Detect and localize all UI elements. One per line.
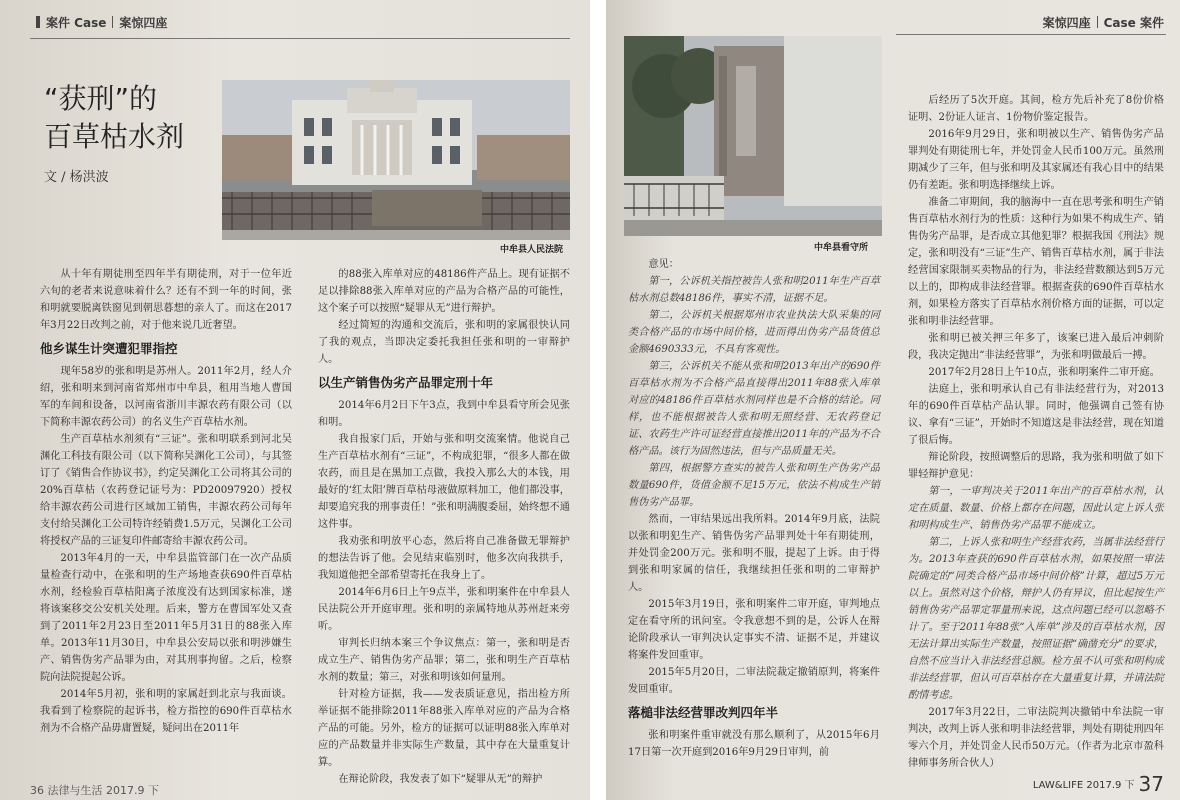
paragraph: 2015年3月19日，张和明案件二审开庭，审判地点定在看守所的讯问室。令我意想不到的是，公诉人在辩论阶段承认一审判决认定事实不清、证据不足，并建议将案件发回重审。 <box>628 599 880 661</box>
paragraph: 2014年5月初，张和明的家属赶到北京与我面谈。我看到了检察院的起诉书，检方指控的690件百草枯水剂为不合格产品毋庸置疑，疑问出在2011年 <box>40 689 292 734</box>
page-footer <box>1033 772 1164 796</box>
detention-center-image <box>624 36 882 236</box>
section-header: 案件 Case 案惊四座 <box>30 14 167 31</box>
paragraph: 现年58岁的张和明是苏州人。2011年2月，经人介绍，张和明来到河南省郑州市中牟县，租用当地人曹国军的车间和设备，以河南省浙川丰源农药有限公司（以下简称丰源农药公司）的名义生产百草枯水剂。 <box>40 366 292 428</box>
paragraph: 2013年4月的一天，中牟县监管部门在一次产品质量检查行动中，在张和明的生产场地查获690件百草枯水剂，经检验百草枯阳离子浓度没有达到国家标准，遂将该案移交公安机关处理。后来，警方在曹国军处又查到了2011年2月23日至2011年5月31日的88张入库单。2013年11月30日，中牟县公安局以张和明涉嫌生产、销售伪劣产品罪为由，对其刑事拘留。之后，检察院向法院提起公诉。 <box>40 553 292 683</box>
paragraph: 2017年2月28日上午10点，张和明案件二审开庭。 <box>928 367 1160 378</box>
page-gutter <box>590 0 606 800</box>
section-heading: 以生产销售伪劣产品罪定刑十年 <box>318 375 494 390</box>
paragraph: 意见： <box>648 259 679 270</box>
paragraph: 2017年3月22日，二审法院判决撤销中牟法院一审判决，改判上诉人张和明非法经营罪，判处有期徒刑四年零六个月，并处罚金人民币50万元。（作者为北京市盈科律师事务所合伙人） <box>908 707 1164 769</box>
page-footer: 36 法律与生活 2017.9 下 <box>30 784 159 797</box>
paragraph: 然而，一审结果远出我所料。2014年9月底，法院以张和明犯生产、销售伪劣产品罪判处十年有期徒刑，并处罚金200万元。张和明不服，提起了上诉。由于得到张和明家属的信任，我继续担任张和明的二审辩护人。 <box>628 514 880 593</box>
argument-paragraph: 第二，上诉人张和明生产经营农药，当属非法经营行为。2013年查获的690件百草枯水剂，如果按照一审法院确定的“同类合格产品市场中间价格”计算，超过5万元以上。虽然对这个价格，辩护人仍有异议，但比起按生产销售伪劣产品罪定罪量刑来说，这点问题已经可以忽略不计了。至于2011年88张“入库单”涉及的百草枯水剂，因无法计算出实际生产数量，按照证据“确凿充分”的要求，自然不应当计入非法经营总额。检方虽不认可张和明构成非法经营罪，但认可百草枯存在大量重复计算，并请法院酌情考虑。 <box>908 537 1164 701</box>
argument-paragraph: 第一，一审判决关于2011年出产的百草枯水剂，认定在质量、数量、价格上都存在问题，因此认定上诉人张和明构成生产、销售伪劣产品罪不能成立。 <box>908 486 1164 531</box>
paragraph: 2016年9月29日，张和明被以生产、销售伪劣产品罪判处有期徒刑七年，并处罚金人民币100万元。虽然刑期减少了三年，但与张和明及其家属还有我心目中的结果仍有差距。张和明选择继续上诉。 <box>908 129 1164 191</box>
court-building-photo <box>222 80 570 240</box>
court-building-image <box>222 80 570 240</box>
paragraph: 张和明案件重审就没有那么顺利了，从2015年6月17日第一次开庭到2016年9月29日审判，前 <box>628 730 880 758</box>
paragraph: 经过简短的沟通和交流后，张和明的家属很快认同了我的观点，当即决定委托我担任张和明的一审辩护人。 <box>318 320 570 365</box>
paragraph: 法庭上，张和明承认自己有非法经营行为，对2013年的690件百草枯产品认罪。同时，他强调自己签有协议、拿有“三证”，开始时不知道这是非法经营，现在知道了很后悔。 <box>908 384 1164 446</box>
byline: 文 / 杨洪波 <box>44 170 109 185</box>
paragraph: 2015年5月20日，二审法院裁定撤销原判，将案件发回重审。 <box>628 667 880 695</box>
section-header: 案惊四座 Case 案件 <box>1042 16 1164 30</box>
paragraph: 2014年6月2日下午3点，我到中牟县看守所会见张和明。 <box>318 400 570 428</box>
argument-paragraph: 第一，公诉机关指控被告人张和明2011年生产百草枯水剂总数48186件，事实不清，证据不足。 <box>628 276 880 304</box>
section-heading: 他乡谋生计突遭犯罪指控 <box>40 341 178 356</box>
header-rule <box>896 34 1166 35</box>
paragraph: 张和明已被关押三年多了，该案已进入最后冲刺阶段，我决定抛出“非法经营罪”，为张和明做最后一搏。 <box>908 333 1164 361</box>
paragraph: 从十年有期徒刑至四年半有期徒刑，对于一位年近六旬的老者来说意味着什么？还有不到一年的时间，张和明就要脱离铁窗见到朝思暮想的亲人了。而这在2017年3月22日改判之前，对于他来说几近奢望。 <box>40 269 292 331</box>
page-number: 37 <box>1138 772 1164 796</box>
paragraph: 的88张入库单对应的48186件产品上。现有证据不足以排除88张入库单对应的产品为合格产品的可能性，这个案子可以按照“疑罪从无”进行辩护。 <box>318 269 570 314</box>
paragraph: 辩论阶段，按照调整后的思路，我为张和明做了如下罪轻辩护意见： <box>908 452 1164 480</box>
right-page <box>606 0 1180 800</box>
header-rule <box>30 38 570 39</box>
paragraph: 后经历了5次开庭。其间，检方先后补充了8份价格证明、2份证人证言、1份物价鉴定报告。 <box>908 95 1164 123</box>
photo-caption: 中牟县人民法院 <box>500 245 564 255</box>
paragraph: 生产百草枯水剂须有“三证”。张和明联系到河北吴渊化工科技有限公司（以下简称吴渊化工公司），与其签订了《销售合作协议书》，约定吴渊化工公司将其公司的20%百草枯（农药登记证号为：PD20097920）授权给丰源农药公司进行区域加工销售，丰源农药公司每年支付给吴渊化工公司特许经销费1.5万元，吴渊化工公司将授权产品的三证复印件邮寄给丰源农药公司。 <box>40 434 292 547</box>
argument-paragraph: 第二，公诉机关根据郑州市农业执法大队采集的同类合格产品的市场中间价格，进而得出伪劣产品货值总金额4690333元，不具有客观性。 <box>628 310 880 355</box>
photo-caption: 中牟县看守所 <box>814 243 869 253</box>
paragraph: 准备二审期间，我的脑海中一直在思考张和明生产销售百草枯水剂行为的性质：这种行为如果不构成生产、销售伪劣产品罪，是否成立其他犯罪？根据我国《刑法》规定，张和明没有“三证”生产、销售百草枯水剂，属于非法经营国家限制买卖物品的行为，非法经营数额达到5万元以上的，即构成非法经营罪。根据查获的690件百草枯水剂，如果检方落实了百草枯水剂价格方面的证据，可以定张和明非法经营罪。 <box>908 197 1164 327</box>
right-column-1 <box>628 256 880 761</box>
header-bar-mark <box>36 16 40 28</box>
magazine-brand: LAW&LIFE 2017.9 下 <box>1032 780 1135 791</box>
paragraph: 审判长归纳本案三个争议焦点：第一，张和明是否成立生产、销售伪劣产品罪；第二，张和明生产百草枯水剂的数量；第三，对张和明该如何量刑。 <box>318 638 570 683</box>
left-column-2 <box>318 266 570 788</box>
argument-paragraph: 第三，公诉机关不能从张和明2013年出产的690件百草枯水剂为不合格产品直接得出2011年88张入库单对应的48186件百草枯水剂同样也是不合格的结论。同样，也不能根据被告人张和明无照经营、无农药登记证、农药生产许可证经营直接推出2011年的产品为不合格产品。该行为固然违法，但与产品质量无关。 <box>628 361 880 457</box>
left-column-1 <box>40 266 292 737</box>
paragraph: 针对检方证据，我——发表质证意见，指出检方所举证据不能排除2011年88张入库单对应的产品为合格产品的可能。另外，检方的证据可以证明88张入库单对应的产品数量并非实际生产数量，其中存在大量重复计算。 <box>318 689 570 768</box>
paragraph: 在辩论阶段，我发表了如下“疑罪从无”的辩护 <box>338 774 543 785</box>
detention-center-photo <box>624 36 882 236</box>
paragraph: 我劝张和明放平心态，然后将自己准备做无罪辩护的想法告诉了他。会见结束临别时，他多次向我拱手，我知道他把全部希望寄托在我身上了。 <box>318 536 570 581</box>
right-column-2 <box>908 92 1164 772</box>
argument-paragraph: 第四，根据警方查实的被告人张和明生产伪劣产品数量690件，货值金额不足15万元，依法不构成生产销售伪劣产品罪。 <box>628 463 880 508</box>
paragraph: 2014年6月6日上午9点半，张和明案件在中牟县人民法院公开开庭审理。张和明的亲属特地从苏州赶来旁听。 <box>318 587 570 632</box>
section-heading: 落槌非法经营罪改判四年半 <box>628 705 779 720</box>
paragraph: 我自报家门后，开始与张和明交流案情。他说自己生产百草枯水剂有“三证”，不构成犯罪，“很多人都在做农药，而且是在黑加工点做，我投入那么大的本钱，用最好的‘红太阳’牌百草枯母液做原料加工，他们都没事，却要追究我的刑事责任！”张和明满腹委屈，始终想不通这件事。 <box>318 434 570 530</box>
article-title: “获刑”的 百草枯水剂 <box>44 82 185 153</box>
